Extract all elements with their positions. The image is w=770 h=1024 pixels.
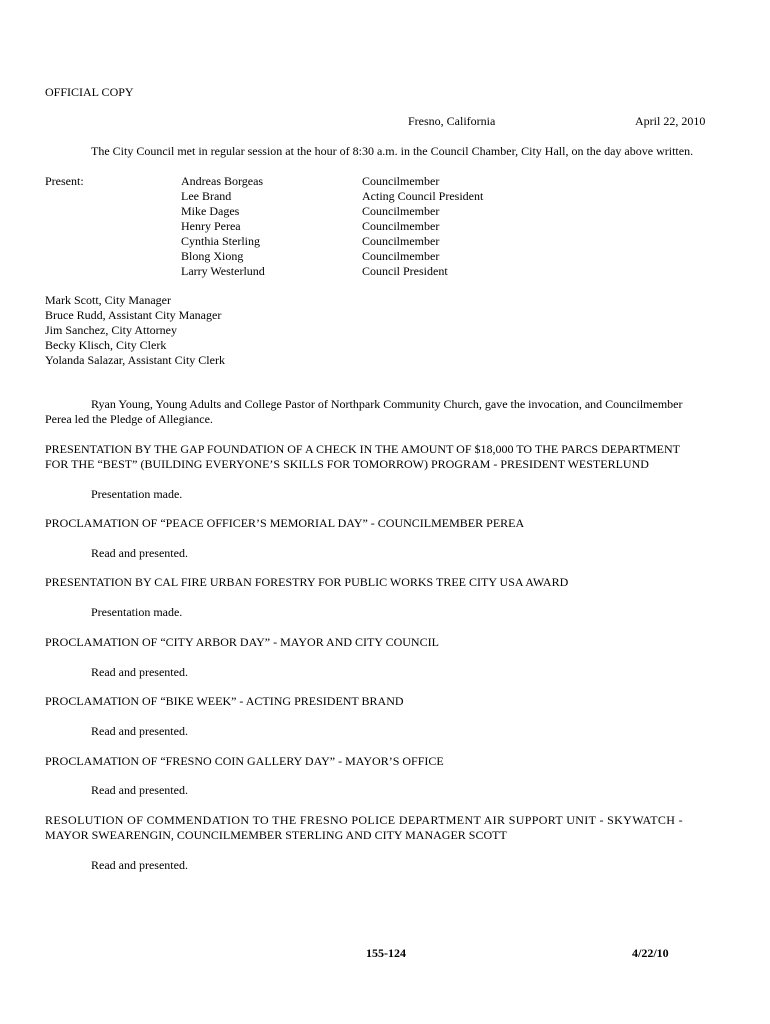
agenda-item-result: Read and presented. [91, 783, 188, 797]
council-member-names [181, 174, 265, 279]
staff-list [45, 293, 225, 368]
staff-entry: Yolanda Salazar, Assistant City Clerk [45, 353, 225, 367]
invocation-line-1: Ryan Young, Young Adults and College Pastor of Northpark Community Church, gave the invocation, and Councilmember [91, 397, 683, 411]
agenda-item-result: Read and presented. [91, 665, 188, 679]
member-title: Councilmember [362, 174, 440, 188]
member-name: Lee Brand [181, 189, 232, 203]
agenda-item-heading: PRESENTATION BY THE GAP FOUNDATION OF A CHECK IN THE AMOUNT OF $18,000 TO THE PARCS DEPARTMENT [45, 442, 680, 456]
member-name: Larry Westerlund [181, 264, 265, 278]
agenda-item-heading: PRESENTATION BY CAL FIRE URBAN FORESTRY FOR PUBLIC WORKS TREE CITY USA AWARD [45, 575, 569, 589]
footer-date: 4/22/10 [632, 946, 669, 960]
member-title: Councilmember [362, 234, 440, 248]
agenda-item-result: Read and presented. [91, 858, 188, 872]
staff-entry: Jim Sanchez, City Attorney [45, 323, 177, 337]
agenda-item-heading: PROCLAMATION OF “FRESNO COIN GALLERY DAY” - MAYOR’S OFFICE [45, 754, 444, 768]
member-title: Council President [362, 264, 448, 278]
member-title: Councilmember [362, 249, 440, 263]
staff-entry: Bruce Rudd, Assistant City Manager [45, 308, 222, 322]
agenda-item-heading: PROCLAMATION OF “BIKE WEEK” - ACTING PRESIDENT BRAND [45, 694, 404, 708]
member-title: Councilmember [362, 219, 440, 233]
invocation-line-2: Perea led the Pledge of Allegiance. [45, 412, 213, 426]
official-copy-label: OFFICIAL COPY [45, 85, 134, 99]
member-name: Cynthia Sterling [181, 234, 260, 248]
agenda-item-result: Presentation made. [91, 487, 183, 501]
page-number: 155-124 [366, 946, 406, 960]
member-name: Andreas Borgeas [181, 174, 264, 188]
member-name: Blong Xiong [181, 249, 244, 263]
agenda-item-heading: PROCLAMATION OF “CITY ARBOR DAY” - MAYOR AND CITY COUNCIL [45, 635, 439, 649]
meeting-date: April 22, 2010 [635, 114, 706, 128]
agenda-item-result: Presentation made. [91, 605, 183, 619]
meeting-location: Fresno, California [408, 114, 496, 128]
member-name: Mike Dages [181, 204, 240, 218]
agenda-item-heading: MAYOR SWEARENGIN, COUNCILMEMBER STERLING AND CITY MANAGER SCOTT [45, 828, 507, 842]
member-title: Councilmember [362, 204, 440, 218]
agenda-item-heading: RESOLUTION OF COMMENDATION TO THE FRESNO POLICE DEPARTMENT AIR SUPPORT UNIT - SKYWATCH - [45, 813, 683, 827]
council-member-titles [362, 174, 483, 279]
agenda-item-result: Read and presented. [91, 546, 188, 560]
member-title: Acting Council President [362, 189, 484, 203]
member-name: Henry Perea [181, 219, 241, 233]
staff-entry: Mark Scott, City Manager [45, 293, 171, 307]
intro-paragraph: The City Council met in regular session at the hour of 8:30 a.m. in the Council Chamber, City Hall, on the day above written. [91, 144, 694, 158]
agenda-item-heading: PROCLAMATION OF “PEACE OFFICER’S MEMORIAL DAY” - COUNCILMEMBER PEREA [45, 516, 525, 530]
present-label: Present: [45, 174, 84, 188]
agenda-item-result: Read and presented. [91, 724, 188, 738]
staff-entry: Becky Klisch, City Clerk [45, 338, 167, 352]
agenda-item-heading: FOR THE “BEST” (BUILDING EVERYONE’S SKILLS FOR TOMORROW) PROGRAM - PRESIDENT WESTERLUND [45, 457, 649, 471]
